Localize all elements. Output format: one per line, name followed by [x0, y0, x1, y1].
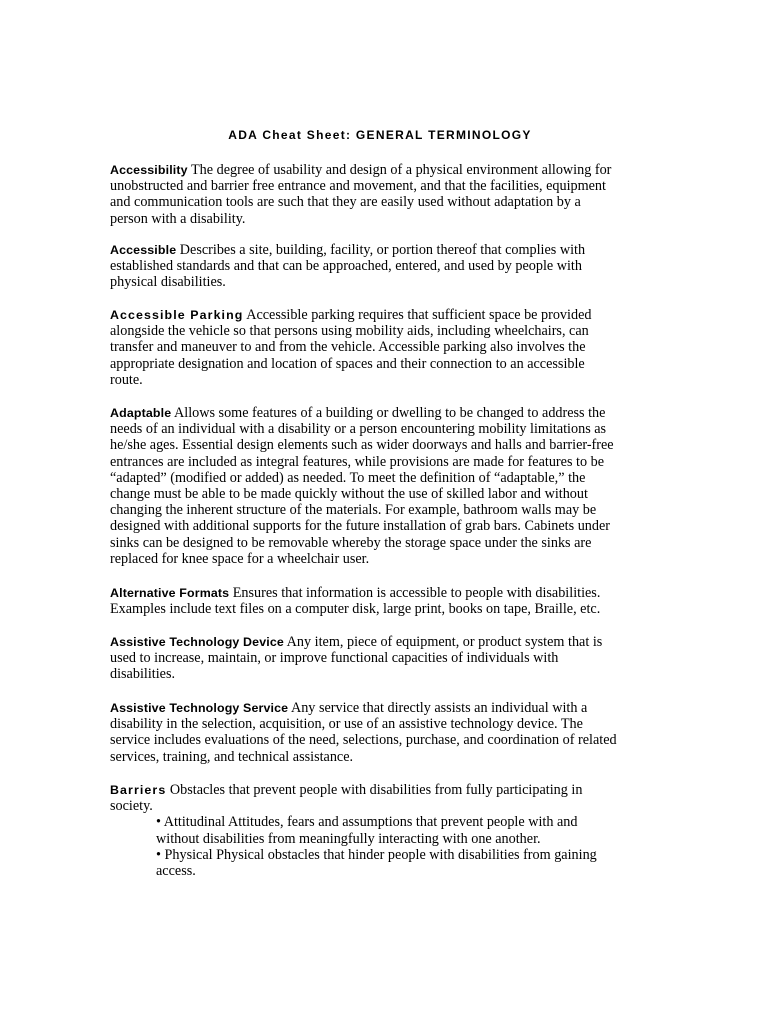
entry-text: transfer and maneuver to and from the vehicle. Accessible parking also involves the: [110, 339, 586, 356]
entry-text: society.: [110, 798, 153, 815]
entry-text: The degree of usability and design of a physical environment allowing for: [187, 162, 612, 178]
entry-text: needs of an individual with a disability or a person encountering mobility limitations as: [110, 421, 607, 438]
bullet-item-physical: • Physical Physical obstacles that hinder people with disabilities from gaining: [156, 846, 597, 863]
entry-term: Assistive Technology Device: [110, 635, 284, 649]
entry-text: Allows some features of a building or dwelling to be changed to address the: [171, 405, 606, 421]
entry-adaptable: [110, 405, 650, 567]
entry-text: alongside the vehicle so that persons using mobility aids, including wheelchairs, can: [110, 323, 589, 340]
entry-line: [110, 242, 650, 258]
entry-line: [110, 307, 650, 323]
entry-assistive-technology-device: [110, 634, 650, 683]
entry-term: Assistive Technology Service: [110, 701, 289, 715]
entry-text: Describes a site, building, facility, or portion thereof that complies with: [176, 242, 586, 258]
bullet-item-text: access.: [156, 863, 196, 880]
entry-text: route.: [110, 371, 143, 388]
entry-text: Examples include text files on a computer disk, large print, books on tape, Braille, etc.: [110, 601, 601, 618]
entry-text: changing the inherent structure of the materials. For example, bathroom walls may be: [110, 502, 597, 519]
entry-line: [110, 782, 650, 798]
entry-text: entrances are included as integral features, while provisions are made for features to be: [110, 453, 604, 470]
entry-text: sinks can be designed to be removable whereby the storage space under the sinks are: [110, 534, 592, 551]
page-title: ADA Cheat Sheet: GENERAL TERMINOLOGY: [228, 128, 532, 142]
entry-text: he/she ages. Essential design elements such as wider doorways and halls and barrier-free: [110, 437, 614, 454]
entry-line: [110, 585, 650, 601]
entry-text: services, training, and technical assistance.: [110, 748, 354, 765]
entry-text: disabilities.: [110, 666, 176, 683]
entry-accessible: [110, 242, 650, 291]
entry-text: Any service that directly assists an individual with a: [288, 700, 588, 716]
entry-accessibility: [110, 162, 650, 227]
entry-term: Accessibility: [110, 163, 188, 177]
entry-assistive-technology-service: [110, 700, 650, 765]
entry-text: person with a disability.: [110, 210, 246, 227]
entry-text: designed with additional supports for the future installation of grab bars. Cabinets under: [110, 518, 610, 535]
entry-barriers: [110, 782, 650, 879]
entry-text: service includes evaluations of the need, selections, purchase, and coordination of related: [110, 732, 617, 749]
entry-text: “adapted” (modified or added) as needed. To meet the definition of “adaptable,” the: [110, 469, 586, 486]
entry-term: Adaptable: [110, 406, 172, 420]
entry-text: established standards and that can be approached, entered, and used by people with: [110, 258, 582, 275]
entry-term: Accessible: [110, 243, 177, 257]
entry-text: disability in the selection, acquisition, or use of an assistive technology device. The: [110, 716, 583, 733]
entry-text: unobstructed and barrier free entrance and movement, and that the facilities, equipment: [110, 178, 606, 195]
entry-line: [110, 634, 650, 650]
entry-term: Alternative Formats: [110, 586, 230, 600]
entry-line: [110, 700, 650, 716]
entry-text: Ensures that information is accessible to people with disabilities.: [229, 585, 601, 601]
entry-accessible-parking: [110, 307, 650, 388]
entry-text: Accessible parking requires that sufficient space be provided: [243, 307, 592, 323]
entry-text: appropriate designation and location of spaces and their connection to an accessible: [110, 355, 585, 372]
entry-text: Any item, piece of equipment, or product system that is: [283, 634, 603, 650]
entry-alternative-formats: [110, 585, 650, 617]
entry-text: Obstacles that prevent people with disabilities from fully participating in: [166, 782, 583, 798]
entry-term: Accessible Parking: [110, 308, 244, 322]
entry-text: and communication tools are such that they are easily used without adaptation by a: [110, 194, 581, 211]
entry-text: replaced for knee space for a wheelchair user.: [110, 550, 370, 567]
entry-line: [110, 162, 650, 178]
bullet-item-text: without disabilities from meaningfully interacting with one another.: [156, 830, 541, 847]
entry-term: Barriers: [110, 783, 167, 797]
entry-line: [110, 405, 650, 421]
entry-text: physical disabilities.: [110, 274, 226, 291]
entry-text: change must be able to be made quickly without the use of skilled labor and without: [110, 486, 588, 503]
entry-text: used to increase, maintain, or improve functional capacities of individuals with: [110, 650, 559, 667]
bullet-item-attitudinal: • Attitudinal Attitudes, fears and assumptions that prevent people with and: [156, 814, 578, 831]
